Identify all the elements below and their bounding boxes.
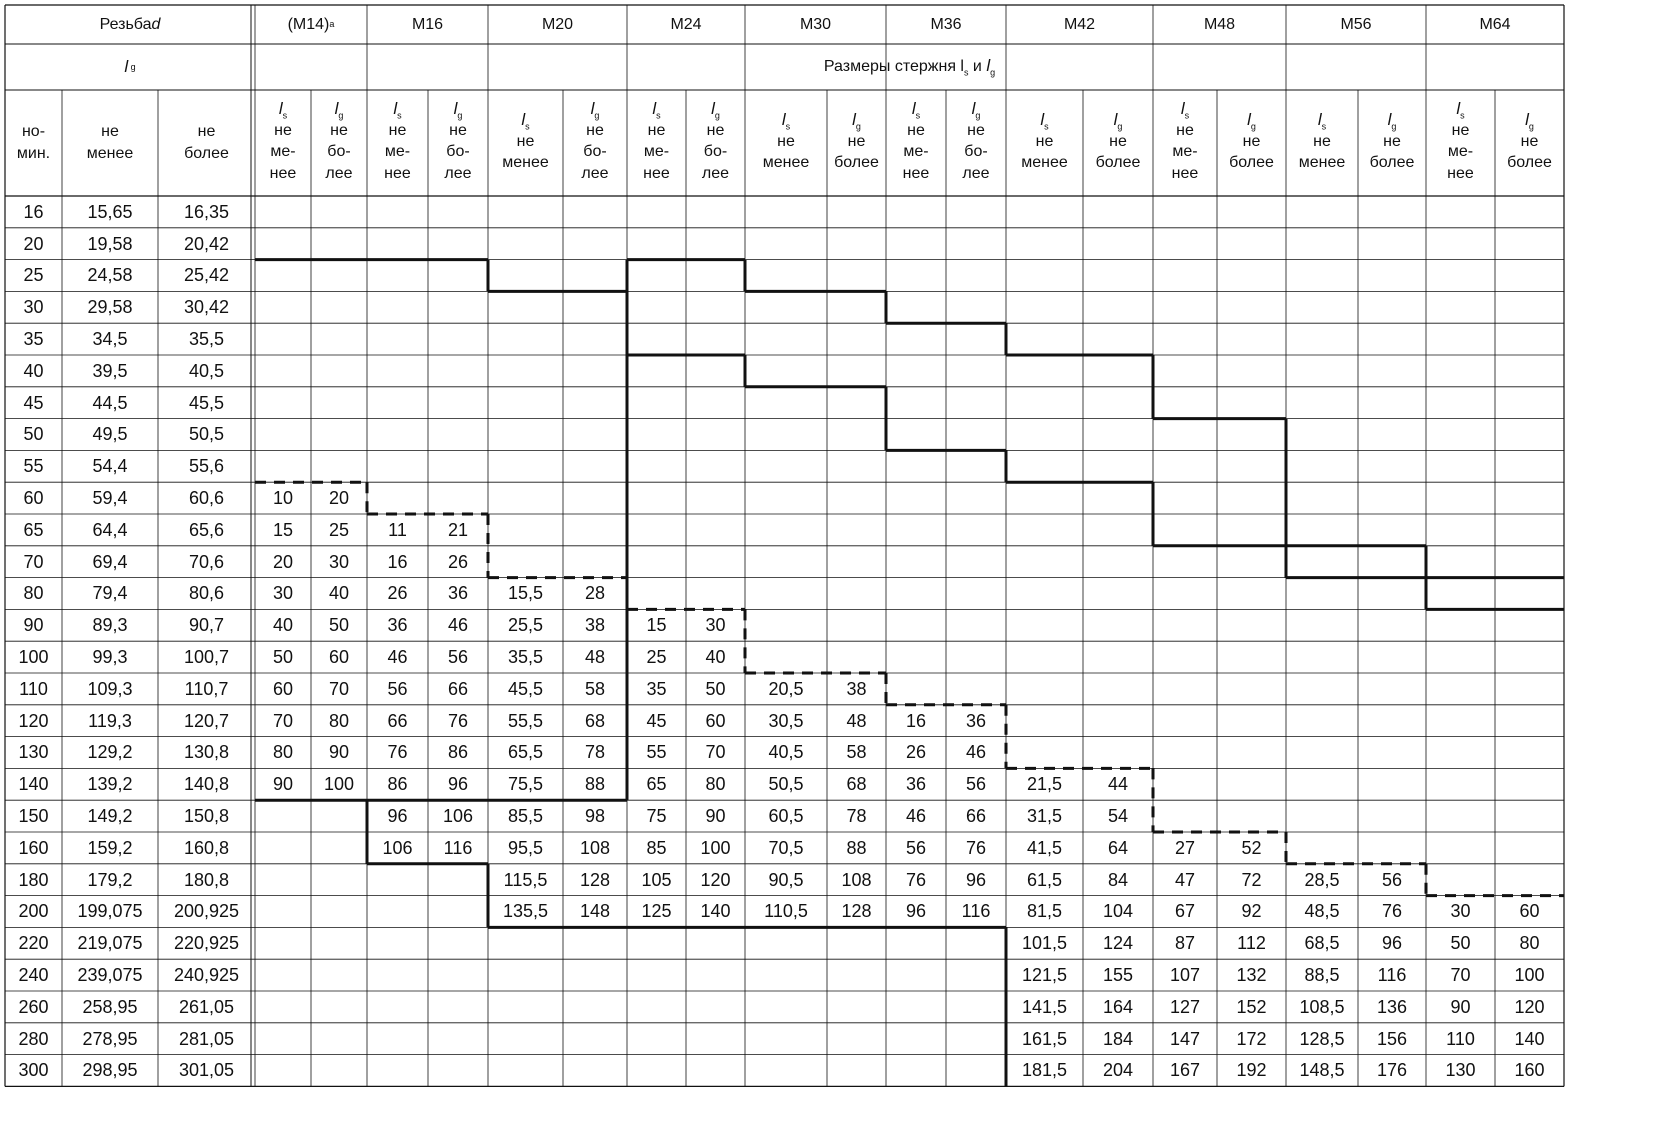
- table-cell: 95,5: [507, 837, 544, 858]
- table-cell: 200,925: [173, 901, 240, 922]
- table-cell: 20,5: [768, 678, 804, 699]
- table-cell: 15: [646, 615, 667, 636]
- table-cell: 15: [272, 519, 294, 540]
- table-cell: 172: [1236, 1028, 1267, 1049]
- table-cell: 148,5: [1299, 1060, 1345, 1081]
- table-cell: 87: [1174, 933, 1196, 954]
- length-label-cell: l g: [124, 57, 136, 77]
- table-cell: 60: [23, 488, 44, 509]
- table-cell: 38: [584, 615, 606, 636]
- table-cell: 110: [19, 678, 48, 699]
- table-cell: 90,7: [188, 615, 225, 636]
- col-min: не менее: [86, 123, 134, 162]
- col-lg-8: $l_g$ не более: [1369, 110, 1415, 172]
- table-cell: 101,5: [1021, 933, 1068, 954]
- table-cell: 99,3: [92, 647, 128, 668]
- table-cell: 184: [1102, 1028, 1134, 1049]
- table-cell: 140: [700, 901, 731, 922]
- table-cell: 124: [1102, 933, 1134, 954]
- table-cell: 11: [388, 519, 407, 540]
- table-cell: 90: [1450, 996, 1471, 1017]
- table-cell: 127: [1169, 996, 1201, 1017]
- col-lg-3: $l_g$ не бо- лее: [701, 99, 730, 183]
- table-cell: 39,5: [92, 360, 128, 381]
- table-cell: 40: [705, 647, 726, 668]
- table-cell: 81,5: [1026, 901, 1063, 922]
- table-cell: 76: [965, 837, 987, 858]
- table-cell: 36: [387, 615, 408, 636]
- col-ls-7: $l_s$ не ме- нее: [1171, 99, 1199, 183]
- table-cell: 72: [1241, 869, 1262, 890]
- table-cell: 55,5: [507, 710, 544, 731]
- table-cell: 50,5: [768, 774, 804, 795]
- table-cell: 46: [447, 615, 469, 636]
- col-ls-2: $l_s$ не менее: [502, 110, 549, 172]
- table-cell: 192: [1236, 1060, 1267, 1081]
- table-cell: 27: [1174, 837, 1196, 858]
- table-cell: 120: [18, 710, 49, 731]
- table-cell: 156: [1376, 1028, 1408, 1049]
- col-lg-2: $l_g$ не бо- лее: [581, 99, 609, 183]
- thread-size-2: M20: [541, 15, 574, 33]
- table-cell: 38: [846, 678, 867, 699]
- table-cell: 70: [705, 742, 726, 763]
- col-ls-9: $l_s$ не ме- нее: [1447, 99, 1474, 183]
- table-cell: 70: [23, 551, 44, 572]
- table-cell: 70,6: [188, 551, 225, 572]
- table-cell: 106: [442, 806, 474, 827]
- table-cell: 49,5: [92, 424, 128, 445]
- table-cell: 88,5: [1304, 965, 1340, 986]
- table-cell: 86: [387, 774, 408, 795]
- table-cell: 30: [272, 583, 294, 604]
- table-cell: 108: [579, 837, 611, 858]
- table-cell: 25: [328, 519, 350, 540]
- table-cell: 16: [387, 551, 408, 572]
- table-cell: 60: [272, 678, 294, 699]
- table-cell: 199,075: [77, 901, 143, 922]
- col-ls-0: $l_s$ не ме- нее: [269, 99, 297, 183]
- table-cell: 167: [1169, 1060, 1201, 1081]
- table-cell: 65,5: [507, 742, 544, 763]
- table-cell: 149,2: [87, 806, 133, 827]
- table-cell: 40: [272, 615, 294, 636]
- table-cell: 20: [328, 488, 350, 509]
- thread-size-4: M30: [799, 15, 832, 33]
- table-cell: 75,5: [507, 774, 544, 795]
- table-cell: 30: [23, 297, 44, 318]
- table-cell: 116: [961, 901, 991, 922]
- table-cell: 135,5: [502, 901, 549, 922]
- table-cell: 34,5: [92, 329, 128, 350]
- table-cell: 59,4: [92, 488, 128, 509]
- table-cell: 46: [905, 806, 927, 827]
- table-cell: 40: [23, 360, 44, 381]
- table-cell: 76: [1381, 901, 1403, 922]
- table-cell: 160: [1514, 1060, 1545, 1081]
- table-cell: 21: [447, 519, 469, 540]
- table-cell: 56: [1381, 869, 1403, 890]
- table-cell: 181,5: [1021, 1060, 1068, 1081]
- col-lg-1: $l_g$ не бо- лее: [444, 99, 472, 183]
- table-cell: 44: [1107, 774, 1129, 795]
- table-cell: 88: [584, 774, 606, 795]
- table-cell: 280: [18, 1028, 49, 1049]
- table-cell: 20: [23, 233, 44, 254]
- table-cell: 130: [18, 742, 49, 763]
- table-cell: 58: [584, 678, 606, 699]
- table-cell: 66: [387, 710, 408, 731]
- table-cell: 78: [846, 806, 867, 827]
- table-cell: 100: [323, 774, 355, 795]
- table-cell: 58: [846, 742, 867, 763]
- table-cell: 56: [965, 774, 987, 795]
- table-cell: 40: [328, 583, 350, 604]
- table-cell: 140: [18, 774, 49, 795]
- table-cell: 129,2: [87, 742, 133, 763]
- table-cell: 107: [1169, 965, 1201, 986]
- table-cell: 155: [1102, 965, 1134, 986]
- table-cell: 65: [646, 774, 667, 795]
- table-cell: 29,58: [87, 297, 133, 318]
- table-cell: 19,58: [87, 233, 133, 254]
- table-cell: 61,5: [1026, 869, 1063, 890]
- table-cell: 40,5: [768, 742, 804, 763]
- table-cell: 45: [23, 392, 44, 413]
- col-ls-5: $l_s$ не ме- нее: [902, 99, 930, 183]
- table-cell: 60: [1519, 901, 1540, 922]
- col-lg-5: $l_g$ не бо- лее: [962, 99, 990, 183]
- table-cell: 136: [1376, 996, 1408, 1017]
- col-lg-6: $l_g$ не более: [1095, 110, 1141, 172]
- table-cell: 128,5: [1299, 1028, 1345, 1049]
- table-cell: 116: [443, 837, 473, 858]
- table-cell: 115,5: [503, 869, 548, 890]
- table-cell: 88: [846, 837, 867, 858]
- table-cell: 139,2: [87, 774, 133, 795]
- thread-label-cell: Резьба d: [99, 15, 161, 33]
- table-cell: 76: [447, 710, 469, 731]
- table-cell: 48: [584, 647, 606, 668]
- table-cell: 110,5: [764, 901, 808, 922]
- thread-size-6: M42: [1063, 15, 1096, 33]
- table-cell: 140: [1514, 1028, 1545, 1049]
- table-cell: 25: [646, 647, 667, 668]
- table-cell: 140,8: [183, 774, 230, 795]
- col-ls-6: $l_s$ не менее: [1021, 110, 1068, 172]
- table-cell: 70: [1450, 965, 1471, 986]
- table-cell: 132: [1236, 965, 1267, 986]
- table-cell: 301,05: [178, 1060, 235, 1081]
- thread-size-9: M64: [1479, 15, 1511, 33]
- table-cell: 281,05: [178, 1028, 235, 1049]
- col-lg-7: $l_g$ не более: [1229, 110, 1274, 172]
- table-cell: 86: [447, 742, 469, 763]
- table-cell: 50: [705, 678, 726, 699]
- table-cell: 45,5: [507, 678, 544, 699]
- table-cell: 64,4: [92, 519, 128, 540]
- table-cell: 85: [646, 837, 667, 858]
- table-cell: 105: [641, 869, 672, 890]
- table-cell: 16,35: [183, 201, 230, 222]
- table-cell: 150,8: [183, 806, 230, 827]
- table-cell: 164: [1102, 996, 1134, 1017]
- table-cell: 70,5: [768, 837, 804, 858]
- table-cell: 28: [584, 583, 606, 604]
- table-cell: 55: [646, 742, 667, 763]
- table-cell: 176: [1376, 1060, 1408, 1081]
- table-cell: 278,95: [82, 1028, 138, 1049]
- table-cell: 48: [846, 710, 867, 731]
- thread-size-8: M56: [1340, 15, 1372, 33]
- col-nominal: но- мин.: [16, 123, 51, 162]
- table-cell: 20: [272, 551, 294, 572]
- thread-size-7: M48: [1203, 15, 1236, 33]
- col-max: не более: [184, 123, 229, 162]
- table-cell: 55,6: [188, 456, 225, 477]
- table-cell: 147: [1169, 1028, 1201, 1049]
- table-cell: 90: [23, 615, 44, 636]
- table-cell: 219,075: [77, 933, 143, 954]
- table-cell: 26: [905, 742, 927, 763]
- table-cell: 161,5: [1021, 1028, 1068, 1049]
- table-cell: 25,42: [183, 265, 230, 286]
- table-cell: 68: [846, 774, 867, 795]
- table-cell: 239,075: [77, 965, 143, 986]
- table-cell: 92: [1241, 901, 1262, 922]
- table-cell: 30: [328, 551, 350, 572]
- table-cell: 31,5: [1026, 806, 1063, 827]
- table-cell: 55: [23, 456, 44, 477]
- table-cell: 104: [1102, 901, 1134, 922]
- table-cell: 298,95: [82, 1060, 138, 1081]
- table-cell: 69,4: [92, 551, 128, 572]
- table-cell: 60: [705, 710, 726, 731]
- table-cell: 15,65: [87, 201, 133, 222]
- table-cell: 90,5: [768, 869, 804, 890]
- table-cell: 220: [18, 933, 49, 954]
- table-cell: 96: [905, 901, 927, 922]
- table-cell: 80: [1519, 933, 1540, 954]
- table-cell: 15,5: [507, 583, 544, 604]
- table-cell: 46: [387, 647, 408, 668]
- table-cell: 76: [387, 742, 408, 763]
- table-cell: 75: [646, 806, 667, 827]
- thread-size-5: M36: [930, 15, 962, 33]
- table-cell: 300: [18, 1060, 49, 1081]
- table-cell: 64: [1107, 837, 1129, 858]
- col-ls-3: $l_s$ не ме- нее: [643, 99, 670, 183]
- table-cell: 66: [965, 806, 987, 827]
- table-cell: 16: [905, 710, 927, 731]
- table-cell: 56: [905, 837, 927, 858]
- table-cell: 80: [328, 710, 350, 731]
- table-cell: 35,5: [188, 329, 225, 350]
- table-cell: 108: [841, 869, 872, 890]
- table-cell: 44,5: [92, 392, 128, 413]
- table-cell: 35,5: [507, 647, 544, 668]
- table-cell: 180,8: [183, 869, 230, 890]
- table-cell: 30: [1450, 901, 1471, 922]
- table-cell: 30,5: [768, 710, 804, 731]
- table-cell: 119,3: [88, 710, 132, 731]
- table-cell: 36: [905, 774, 927, 795]
- table-cell: 141,5: [1021, 996, 1068, 1017]
- table-cell: 148: [579, 901, 611, 922]
- col-ls-1: $l_s$ не ме- нее: [384, 99, 411, 183]
- table-cell: 47: [1174, 869, 1196, 890]
- col-ls-4: $l_s$ не менее: [762, 110, 810, 172]
- table-cell: 65: [23, 519, 44, 540]
- col-ls-8: $l_s$ не менее: [1298, 110, 1346, 172]
- table-cell: 80: [272, 742, 294, 763]
- table-cell: 150: [18, 806, 49, 827]
- table-cell: 70: [328, 678, 350, 699]
- table-cell: 240,925: [173, 965, 240, 986]
- table-cell: 96: [965, 869, 987, 890]
- table-cell: 50: [328, 615, 350, 636]
- table-cell: 90: [272, 774, 294, 795]
- table-cell: 70: [272, 710, 294, 731]
- table-cell: 260: [18, 996, 49, 1017]
- table-cell: 204: [1102, 1060, 1134, 1081]
- table-cell: 112: [1237, 933, 1266, 954]
- table-cell: 130: [1445, 1060, 1476, 1081]
- table-cell: 128: [841, 901, 872, 922]
- table-cell: 65,6: [188, 519, 225, 540]
- table-cell: 106: [382, 837, 413, 858]
- table-cell: 100: [1514, 965, 1545, 986]
- table-cell: 45,5: [188, 392, 225, 413]
- table-cell: 80: [23, 583, 44, 604]
- table-cell: 98: [584, 806, 606, 827]
- table-cell: 26: [447, 551, 469, 572]
- table-cell: 261,05: [178, 996, 235, 1017]
- table-cell: 50: [272, 647, 294, 668]
- table-cell: 28,5: [1304, 869, 1340, 890]
- table-cell: 125: [641, 901, 672, 922]
- table-cell: 48,5: [1304, 901, 1340, 922]
- table-cell: 56: [387, 678, 408, 699]
- table-cell: 180: [18, 869, 49, 890]
- table-cell: 90: [705, 806, 726, 827]
- table-cell: 78: [584, 742, 606, 763]
- table-cell: 56: [447, 647, 469, 668]
- table-cell: 100: [18, 647, 49, 668]
- table-cell: 52: [1241, 837, 1262, 858]
- table-cell: 26: [387, 583, 408, 604]
- table-cell: 50: [23, 424, 44, 445]
- table-cell: 54: [1107, 806, 1129, 827]
- table-cell: 159,2: [87, 837, 133, 858]
- table-cell: 68,5: [1304, 933, 1340, 954]
- table-cell: 258,95: [82, 996, 138, 1017]
- table-cell: 67: [1174, 901, 1196, 922]
- table-cell: 152: [1236, 996, 1267, 1017]
- table-cell: 79,4: [92, 583, 128, 604]
- thread-size-3: M24: [670, 15, 702, 33]
- thread-size-1: M16: [411, 15, 444, 33]
- table-cell: 25: [23, 265, 44, 286]
- table-cell: 45: [646, 710, 667, 731]
- table-cell: 50: [1450, 933, 1471, 954]
- table-cell: 16: [23, 201, 44, 222]
- table-cell: 41,5: [1026, 837, 1063, 858]
- table-cell: 110: [1446, 1028, 1475, 1049]
- table-cell: 35: [646, 678, 667, 699]
- table-cell: 89,3: [92, 615, 128, 636]
- table-cell: 20,42: [183, 233, 230, 254]
- table-cell: 30: [705, 615, 726, 636]
- table-cell: 24,58: [87, 265, 133, 286]
- table-cell: 84: [1107, 869, 1129, 890]
- table-cell: 100,7: [183, 647, 230, 668]
- col-lg-0: $l_g$ не бо- лее: [325, 99, 353, 183]
- table-cell: 60,6: [188, 488, 225, 509]
- table-cell: 121,5: [1021, 965, 1068, 986]
- table-cell: 220,925: [173, 933, 240, 954]
- table-cell: 240: [18, 965, 49, 986]
- table-cell: 128: [579, 869, 611, 890]
- table-cell: 100: [700, 837, 731, 858]
- table-cell: 40,5: [188, 360, 225, 381]
- table-cell: 35: [23, 329, 44, 350]
- table-cell: 76: [905, 869, 927, 890]
- table-cell: 30,42: [183, 297, 230, 318]
- table-cell: 110,7: [184, 678, 229, 699]
- table-cell: 54,4: [92, 456, 128, 477]
- table-cell: 96: [447, 774, 469, 795]
- thread-size-0: (M14) a: [287, 15, 335, 33]
- table-cell: 160: [18, 837, 49, 858]
- table-cell: 10: [272, 488, 294, 509]
- table-cell: 80,6: [188, 583, 225, 604]
- table-cell: 66: [447, 678, 469, 699]
- table-cell: 200: [18, 901, 49, 922]
- table-cell: 36: [447, 583, 469, 604]
- table-cell: 109,3: [87, 678, 133, 699]
- col-lg-4: $l_g$ не более: [834, 110, 879, 172]
- table-cell: 179,2: [87, 869, 133, 890]
- table-cell: 116: [1377, 965, 1407, 986]
- col-lg-9: $l_g$ не более: [1507, 110, 1552, 172]
- table-cell: 36: [965, 710, 987, 731]
- table-cell: 60,5: [768, 806, 804, 827]
- table-cell: 120: [1514, 996, 1545, 1017]
- table-cell: 50,5: [188, 424, 225, 445]
- table-cell: 96: [387, 806, 408, 827]
- table-cell: 120,7: [183, 710, 230, 731]
- table-cell: 46: [965, 742, 987, 763]
- table-cell: 130,8: [183, 742, 230, 763]
- table-cell: 25,5: [507, 615, 544, 636]
- table-cell: 160,8: [183, 837, 230, 858]
- table-cell: 68: [584, 710, 606, 731]
- table-cell: 96: [1381, 933, 1403, 954]
- table-cell: 90: [328, 742, 350, 763]
- table-cell: 21,5: [1026, 774, 1063, 795]
- table-cell: 85,5: [507, 806, 544, 827]
- shank-dims-title: Размеры стержня l $_s$ и $l_g$: [823, 55, 996, 78]
- table-cell: 80: [705, 774, 726, 795]
- table-cell: 120: [700, 869, 731, 890]
- table-cell: 108,5: [1299, 996, 1345, 1017]
- table-cell: 60: [328, 647, 350, 668]
